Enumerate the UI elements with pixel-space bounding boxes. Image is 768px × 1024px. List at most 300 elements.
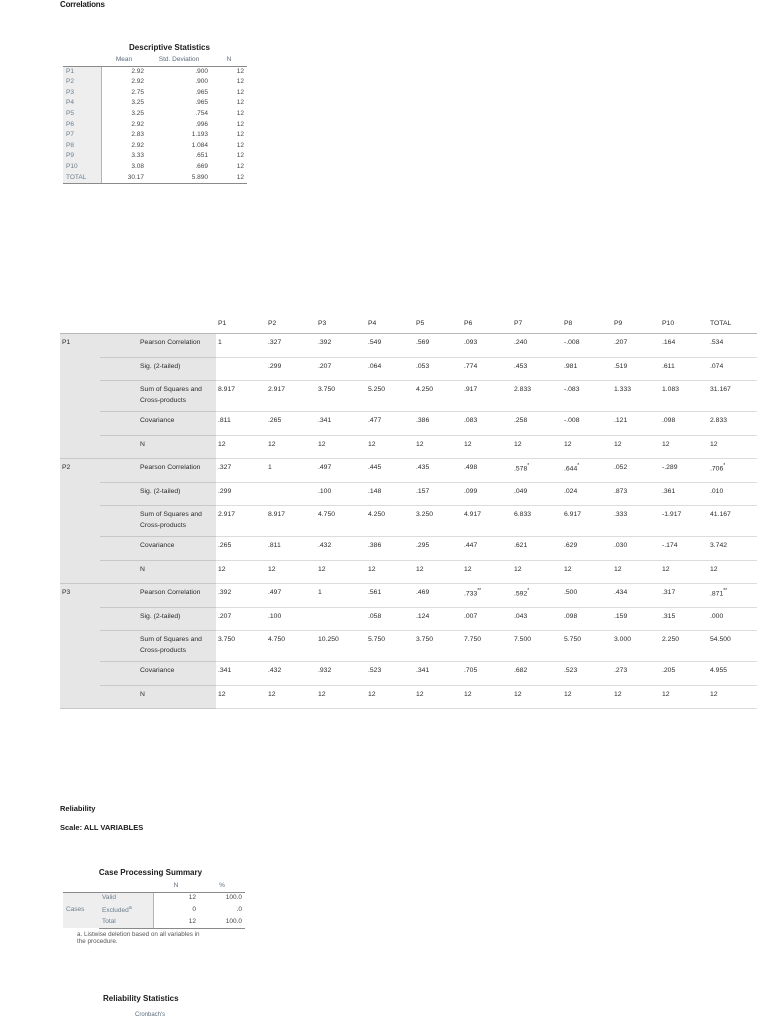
correlations-cell: .058	[366, 607, 414, 631]
case-processing-title: Case Processing Summary	[98, 868, 203, 877]
correlations-cell: .434	[612, 584, 660, 608]
correlations-cell: 12	[612, 685, 660, 709]
correlations-cell: 12	[462, 685, 512, 709]
correlations-cell: .445	[366, 459, 414, 483]
correlations-cell: .099	[462, 482, 512, 506]
descriptive-row-label: P3	[63, 88, 101, 99]
descriptive-header-sd: Std. Deviation	[147, 55, 211, 66]
correlations-stat-label: Sig. (2-tailed)	[100, 607, 216, 631]
descriptive-header-mean: Mean	[101, 55, 147, 66]
correlations-cell: .497	[316, 459, 366, 483]
correlations-stat-label: Sum of Squares and Cross-products	[100, 631, 216, 662]
correlations-cell: .811	[216, 412, 266, 436]
correlations-cell: .592*	[512, 584, 562, 608]
correlations-cell: .049	[512, 482, 562, 506]
correlations-stat-label: Covariance	[100, 412, 216, 436]
descriptive-sd: 5.890	[147, 173, 211, 184]
correlations-cell: .333	[612, 506, 660, 537]
descriptive-row	[63, 66, 247, 77]
descriptive-row	[63, 109, 247, 120]
correlations-cell: .083	[462, 412, 512, 436]
correlations-cell: .682	[512, 662, 562, 686]
correlations-cell: 12	[660, 435, 708, 459]
descriptive-title: Descriptive Statistics	[129, 43, 210, 52]
descriptive-statistics-table	[63, 43, 248, 184]
correlations-cell: -.289	[660, 459, 708, 483]
correlations-cell: 31.167	[708, 381, 757, 412]
correlations-cell: 12	[366, 560, 414, 584]
correlations-header-row	[60, 314, 757, 334]
descriptive-row-label: P4	[63, 98, 101, 109]
correlations-cell: 12	[512, 685, 562, 709]
correlations-stat-label: Pearson Correlation	[100, 584, 216, 608]
case-processing-label-text: Total	[102, 917, 116, 925]
correlations-cell: 12	[612, 435, 660, 459]
descriptive-sd: .996	[195, 120, 208, 128]
case-processing-corner-2	[99, 881, 153, 892]
correlations-cell: 10.250	[316, 631, 366, 662]
cronbach-header: Cronbach's	[135, 1012, 166, 1018]
case-processing-group: Cases	[63, 892, 99, 928]
descriptive-sd: .965	[195, 88, 208, 96]
correlations-cell: 12	[414, 560, 462, 584]
correlations-cell: .981	[562, 357, 612, 381]
correlations-row	[60, 459, 757, 483]
correlations-cell: 8.917	[266, 506, 316, 537]
correlations-cell: 12	[660, 560, 708, 584]
correlations-cell: .706*	[708, 459, 757, 483]
correlations-cell: .644*	[562, 459, 612, 483]
descriptive-n: 12	[236, 109, 244, 117]
descriptive-row	[63, 120, 247, 131]
correlations-cell: .053	[414, 357, 462, 381]
correlations-cell: .265	[266, 412, 316, 436]
descriptive-header-row	[63, 55, 247, 66]
correlations-cell: 3.000	[612, 631, 660, 662]
correlations-cell: 12	[266, 560, 316, 584]
correlations-cell: .386	[414, 412, 462, 436]
descriptive-sd: .900	[195, 78, 208, 86]
case-processing-summary	[63, 868, 245, 946]
correlations-cell: 12	[562, 435, 612, 459]
correlations-cell: .341	[414, 662, 462, 686]
correlations-cell: 2.917	[216, 506, 266, 537]
case-processing-footnote: a. Listwise deletion based on all variables in the procedure.	[77, 930, 200, 946]
significance-marker: *	[577, 463, 580, 469]
significance-marker: *	[723, 463, 726, 469]
correlations-cell: .295	[414, 537, 462, 561]
descriptive-sd: .965	[195, 99, 208, 107]
correlations-cell: 2.917	[266, 381, 316, 412]
correlations-cell: -.008	[562, 412, 612, 436]
descriptive-row-label: P10	[63, 162, 101, 173]
correlations-stat-label: Sig. (2-tailed)	[100, 482, 216, 506]
correlations-corner	[60, 314, 100, 334]
correlations-cell: 4.750	[316, 506, 366, 537]
correlations-cell: .164	[660, 334, 708, 358]
correlations-cell: 3.750	[316, 381, 366, 412]
correlations-column-header: P10	[660, 314, 708, 334]
correlations-column-header: P5	[414, 314, 462, 334]
correlations-cell: 12	[462, 560, 512, 584]
correlations-column-header: P7	[512, 314, 562, 334]
descriptive-mean: 2.92	[131, 120, 144, 128]
descriptive-mean: 3.33	[131, 152, 144, 160]
correlations-cell	[216, 357, 266, 381]
correlations-stat-label: Covariance	[100, 662, 216, 686]
correlations-cell: .030	[612, 537, 660, 561]
descriptive-row	[63, 88, 247, 99]
correlations-cell: .917	[462, 381, 512, 412]
correlations-cell: .148	[366, 482, 414, 506]
correlations-cell: .157	[414, 482, 462, 506]
descriptive-row	[63, 162, 247, 173]
correlations-row	[60, 482, 757, 506]
descriptive-row	[63, 98, 247, 109]
case-processing-row	[63, 892, 245, 903]
correlations-cell: 12	[612, 560, 660, 584]
correlations-cell: 12	[708, 435, 757, 459]
correlations-cell: 12	[316, 560, 366, 584]
correlations-row	[60, 412, 757, 436]
correlations-cell: .873	[612, 482, 660, 506]
case-processing-header-row	[63, 881, 245, 892]
correlations-cell: 12	[708, 685, 757, 709]
correlations-cell: .299	[266, 357, 316, 381]
correlations-cell: 41.167	[708, 506, 757, 537]
descriptive-mean: 3.25	[131, 99, 144, 107]
descriptive-n: 12	[236, 141, 244, 149]
descriptive-sd: .900	[195, 67, 208, 75]
correlations-cell: .074	[708, 357, 757, 381]
correlations-cell: 8.917	[216, 381, 266, 412]
correlations-stat-label: Pearson Correlation	[100, 459, 216, 483]
descriptive-row-label: P6	[63, 120, 101, 131]
descriptive-n: 12	[236, 88, 244, 96]
descriptive-row-label: P8	[63, 141, 101, 152]
descriptive-row	[63, 141, 247, 152]
correlations-cell: 12	[366, 685, 414, 709]
case-processing-label	[99, 917, 153, 928]
descriptive-header-n: N	[211, 55, 247, 66]
correlations-cell: .341	[216, 662, 266, 686]
correlations-cell: 12	[562, 560, 612, 584]
correlations-cell: .000	[708, 607, 757, 631]
correlations-cell: 4.917	[462, 506, 512, 537]
correlations-cell: 12	[414, 685, 462, 709]
correlations-cell: .124	[414, 607, 462, 631]
correlations-cell: .611	[660, 357, 708, 381]
descriptive-mean: 3.08	[131, 162, 144, 170]
correlations-cell: 3.750	[216, 631, 266, 662]
correlations-row	[60, 607, 757, 631]
correlations-cell: .007	[462, 607, 512, 631]
descriptive-n: 12	[236, 78, 244, 86]
correlations-cell: .932	[316, 662, 366, 686]
correlations-cell: -.083	[562, 381, 612, 412]
correlations-cell: 12	[462, 435, 512, 459]
correlations-cell: 6.833	[512, 506, 562, 537]
descriptive-corner	[63, 55, 101, 66]
descriptive-sd: .754	[195, 109, 208, 117]
correlations-column-header: P2	[266, 314, 316, 334]
correlations-cell: .733**	[462, 584, 512, 608]
correlations-cell: 4.250	[366, 506, 414, 537]
correlations-cell: .052	[612, 459, 660, 483]
correlations-cell: 1	[316, 584, 366, 608]
correlations-table	[60, 314, 757, 709]
correlations-cell: .317	[660, 584, 708, 608]
case-processing-grid	[63, 881, 245, 929]
case-processing-pct: 100.0	[199, 917, 245, 928]
correlations-cell: 12	[414, 435, 462, 459]
correlations-row	[60, 435, 757, 459]
correlations-column-header: P4	[366, 314, 414, 334]
correlations-stat-label: Covariance	[100, 537, 216, 561]
significance-marker: **	[477, 588, 482, 594]
correlations-cell: 7.500	[512, 631, 562, 662]
significance-marker: *	[527, 588, 530, 594]
correlations-cell: 12	[512, 560, 562, 584]
descriptive-n: 12	[236, 67, 244, 75]
correlations-cell: .064	[366, 357, 414, 381]
correlations-cell: .432	[316, 537, 366, 561]
descriptive-row	[63, 151, 247, 162]
section-title: Correlations	[60, 0, 105, 9]
descriptive-n: 12	[236, 120, 244, 128]
correlations-cell: .327	[216, 459, 266, 483]
correlations-stat-label: Sig. (2-tailed)	[100, 357, 216, 381]
descriptive-n: 12	[236, 99, 244, 107]
case-processing-label-text: Excluded	[102, 907, 129, 915]
case-processing-header-pct: %	[199, 881, 245, 892]
correlations-cell: 12	[216, 435, 266, 459]
case-processing-n: 12	[153, 917, 199, 928]
correlations-cell: .043	[512, 607, 562, 631]
case-processing-pct: 100.0	[225, 893, 242, 901]
descriptive-row-label: P7	[63, 130, 101, 141]
correlations-cell: .098	[660, 412, 708, 436]
case-processing-header-n: N	[153, 881, 199, 892]
correlations-cell: .498	[462, 459, 512, 483]
correlations-cell: .774	[462, 357, 512, 381]
correlations-cell: 4.750	[266, 631, 316, 662]
descriptive-n: 12	[236, 131, 244, 139]
correlations-cell: 12	[708, 560, 757, 584]
correlations-cell: 12	[316, 435, 366, 459]
correlations-cell: .207	[316, 357, 366, 381]
correlations-cell: .435	[414, 459, 462, 483]
correlations-cell: 2.250	[660, 631, 708, 662]
correlations-column-header: TOTAL	[708, 314, 757, 334]
correlations-cell: 1.083	[660, 381, 708, 412]
reliability-statistics-title: Reliability Statistics	[103, 994, 179, 1003]
correlations-stat-label: N	[100, 560, 216, 584]
descriptive-mean: 2.75	[131, 88, 144, 96]
descriptive-mean: 2.92	[131, 78, 144, 86]
correlations-cell: .258	[512, 412, 562, 436]
descriptive-row	[63, 77, 247, 88]
correlations-cell: .621	[512, 537, 562, 561]
correlations-cell: -.174	[660, 537, 708, 561]
descriptive-mean: 2.92	[131, 141, 144, 149]
correlations-cell: 2.833	[512, 381, 562, 412]
correlations-cell: .534	[708, 334, 757, 358]
correlations-cell: 12	[216, 560, 266, 584]
significance-marker: *	[527, 463, 530, 469]
reliability-title: Reliability	[60, 804, 96, 813]
correlations-row	[60, 537, 757, 561]
correlations-group-label: P1	[60, 334, 100, 459]
descriptive-n: 12	[236, 152, 244, 160]
case-processing-n: 0	[192, 905, 196, 913]
descriptive-sd: .651	[195, 152, 208, 160]
correlations-cell: -1.917	[660, 506, 708, 537]
correlations-cell: 6.917	[562, 506, 612, 537]
correlations-column-header: P6	[462, 314, 512, 334]
correlations-cell: 4.250	[414, 381, 462, 412]
correlations-cell: 12	[216, 685, 266, 709]
correlations-cell: .098	[562, 607, 612, 631]
correlations-cell: .469	[414, 584, 462, 608]
correlations-cell: .549	[366, 334, 414, 358]
correlations-cell: .207	[216, 607, 266, 631]
correlations-cell: .024	[562, 482, 612, 506]
correlations-group-label: P3	[60, 584, 100, 709]
descriptive-row-label: P2	[63, 77, 101, 88]
correlations-cell: .299	[216, 482, 266, 506]
descriptive-sd: 1.084	[191, 141, 208, 149]
correlations-cell: .100	[316, 482, 366, 506]
correlations-cell: .341	[316, 412, 366, 436]
correlations-cell: 12	[366, 435, 414, 459]
correlations-cell: 12	[512, 435, 562, 459]
correlations-cell: .361	[660, 482, 708, 506]
correlations-cell: 3.750	[414, 631, 462, 662]
correlations-cell: .523	[562, 662, 612, 686]
case-processing-label-text: Valid	[102, 893, 116, 901]
correlations-cell: .207	[612, 334, 660, 358]
case-processing-n: 12	[188, 893, 196, 901]
correlations-cell: .447	[462, 537, 512, 561]
case-processing-label	[99, 903, 153, 917]
descriptive-mean: 2.92	[131, 67, 144, 75]
correlations-cell: 7.750	[462, 631, 512, 662]
descriptive-grid	[63, 55, 247, 184]
correlations-cell	[266, 482, 316, 506]
correlations-cell: .523	[366, 662, 414, 686]
descriptive-n: 12	[236, 162, 244, 170]
correlations-cell: 12	[316, 685, 366, 709]
correlations-cell: .561	[366, 584, 414, 608]
correlations-row	[60, 584, 757, 608]
correlations-row	[60, 662, 757, 686]
correlations-column-header: P9	[612, 314, 660, 334]
correlations-cell: .569	[414, 334, 462, 358]
correlations-cell: .240	[512, 334, 562, 358]
correlations-cell: .497	[266, 584, 316, 608]
correlations-cell: .705	[462, 662, 512, 686]
case-processing-footnote-marker: a	[128, 905, 132, 912]
correlations-column-header: P1	[216, 314, 266, 334]
descriptive-row-label: P5	[63, 109, 101, 120]
correlations-cell: .121	[612, 412, 660, 436]
correlations-cell: 5.750	[366, 631, 414, 662]
correlations-cell: .453	[512, 357, 562, 381]
descriptive-row-label: TOTAL	[63, 173, 101, 184]
correlations-row	[60, 685, 757, 709]
correlations-cell: 3.250	[414, 506, 462, 537]
correlations-cell: 12	[266, 435, 316, 459]
correlations-column-header: P8	[562, 314, 612, 334]
correlations-cell: 12	[660, 685, 708, 709]
correlations-cell: .315	[660, 607, 708, 631]
correlations-cell: .327	[266, 334, 316, 358]
correlations-stat-label: N	[100, 435, 216, 459]
correlations-row	[60, 631, 757, 662]
correlations-stat-label: N	[100, 685, 216, 709]
correlations-row	[60, 506, 757, 537]
correlations-stat-label: Sum of Squares and Cross-products	[100, 381, 216, 412]
correlations-stat-label: Pearson Correlation	[100, 334, 216, 358]
correlations-row	[60, 357, 757, 381]
correlations-cell: .629	[562, 537, 612, 561]
descriptive-sd: 1.193	[191, 131, 208, 139]
correlations-stat-label: Sum of Squares and Cross-products	[100, 506, 216, 537]
correlations-cell: 12	[266, 685, 316, 709]
descriptive-row-label: P1	[63, 66, 101, 77]
correlations-cell: .010	[708, 482, 757, 506]
correlations-cell: .392	[316, 334, 366, 358]
correlations-cell: .500	[562, 584, 612, 608]
descriptive-row	[63, 130, 247, 141]
descriptive-mean: 30.17	[101, 173, 147, 184]
significance-marker: **	[723, 588, 728, 594]
correlations-column-header: P3	[316, 314, 366, 334]
correlations-cell: .386	[366, 537, 414, 561]
correlations-cell	[316, 607, 366, 631]
correlations-cell: .159	[612, 607, 660, 631]
correlations-cell: .871**	[708, 584, 757, 608]
correlations-cell: .811	[266, 537, 316, 561]
correlations-cell: .100	[266, 607, 316, 631]
correlations-grid	[60, 314, 757, 709]
correlations-cell: 5.750	[562, 631, 612, 662]
case-processing-label	[99, 892, 153, 903]
descriptive-mean: 3.25	[131, 109, 144, 117]
correlations-cell: .578*	[512, 459, 562, 483]
correlations-cell: .392	[216, 584, 266, 608]
correlations-cell: .477	[366, 412, 414, 436]
correlations-cell: 4.955	[708, 662, 757, 686]
correlations-row	[60, 334, 757, 358]
correlations-row	[60, 381, 757, 412]
correlations-stat-corner	[100, 314, 216, 334]
reliability-scale: Scale: ALL VARIABLES	[60, 823, 144, 832]
correlations-cell: .519	[612, 357, 660, 381]
correlations-group-label: P2	[60, 459, 100, 584]
correlations-cell: 1	[266, 459, 316, 483]
descriptive-sd: .669	[195, 162, 208, 170]
correlations-cell: .273	[612, 662, 660, 686]
case-processing-pct: .0	[236, 905, 242, 913]
descriptive-mean: 2.83	[131, 131, 144, 139]
correlations-cell: 5.250	[366, 381, 414, 412]
descriptive-n: 12	[211, 173, 247, 184]
correlations-row	[60, 560, 757, 584]
correlations-cell: 1	[216, 334, 266, 358]
descriptive-row-label: P9	[63, 151, 101, 162]
